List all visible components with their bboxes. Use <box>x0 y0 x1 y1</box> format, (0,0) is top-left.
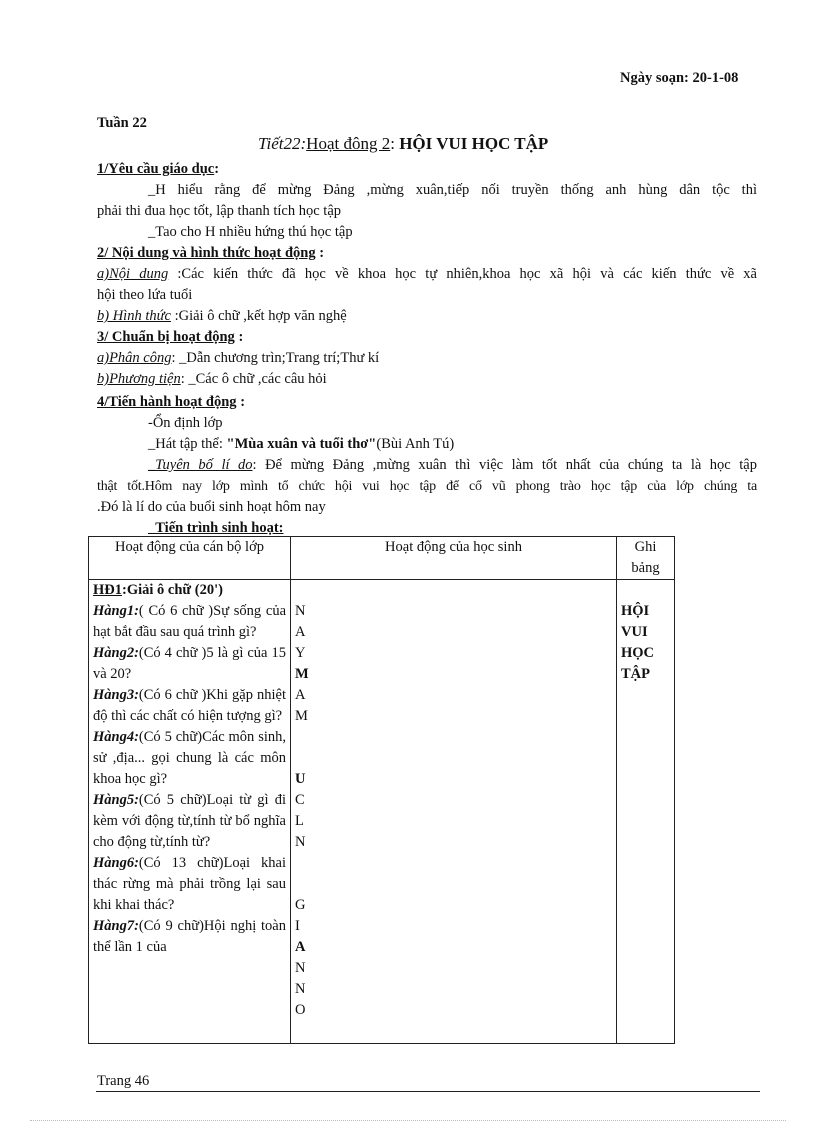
process-heading: _Tiến trình sinh hoạt: <box>148 520 284 536</box>
section3-assign: a)Phân công: _Dẫn chương trìn;Trang trí;Thư kí <box>97 350 380 366</box>
lesson-number: Tiết22: <box>258 134 307 153</box>
leader-activity-cell <box>89 580 291 1044</box>
question-item: Hàng3:(Có 6 chữ )Khi gặp nhiệt độ thì các chất có hiện tượng gì? <box>93 687 286 724</box>
section1-line3: _Tao cho H nhiều hứng thú học tập <box>148 224 353 240</box>
answer-letter: A <box>295 939 306 955</box>
table-row <box>89 580 675 1044</box>
question-item: Hàng4:(Có 5 chữ)Các môn sinh, sử ,địa... gọi chung là các môn khoa học gì? <box>93 729 286 787</box>
section2-form: b) Hình thức :Giải ô chữ ,kết hợp văn nghệ <box>97 308 347 324</box>
answer-letter: I <box>295 918 300 934</box>
activity-table <box>88 536 675 1044</box>
answer-letter <box>295 853 612 874</box>
footer-rule <box>96 1091 760 1092</box>
answer-letter: Y <box>295 645 306 661</box>
header-cell: Hoạt động của cán bộ lớp <box>89 537 291 580</box>
question-item: Hàng5:(Có 5 chữ)Loại từ gì đi kèm với động từ,tính từ bổ nghĩa cho động từ,tính từ? <box>93 792 286 850</box>
answer-letter: A <box>295 624 306 640</box>
reason-line3: .Đó là lí do của buổi sinh hoạt hôm nay <box>97 499 326 515</box>
student-activity-cell <box>291 580 617 1044</box>
header-cell: Ghi bảng <box>617 537 675 580</box>
question-item: Hàng1:( Có 6 chữ )Sự sống của hạt bắt đầu sau quá trình gì? <box>93 603 286 640</box>
answer-letter <box>295 727 612 748</box>
question-item: Hàng2:(Có 4 chữ )5 là gì của 15 và 20? <box>93 645 286 682</box>
section2-heading: 2/ Nội dung và hình thức hoạt động : <box>97 245 325 261</box>
answer-letter: M <box>295 708 308 724</box>
answer-letter: N <box>295 603 306 619</box>
assign-label: a)Phân công <box>97 350 172 366</box>
board-word: HỘI <box>621 603 650 619</box>
answer-letter <box>295 748 612 769</box>
header-cell: Hoạt động của học sinh <box>291 537 617 580</box>
section1-line1: _H hiểu rằng để mừng Đảng ,mừng xuân,tiếp nối truyền thống anh hùng dân tộc thì <box>148 182 757 198</box>
answer-letter: A <box>295 687 306 703</box>
reason-line2: thật tốt.Hôm nay lớp mình tổ chức hội vui học tập để cổ vũ phong trào học tập của lớp chúng ta <box>97 479 757 494</box>
board-word: VUI <box>621 624 648 640</box>
answer-letter: N <box>295 981 306 997</box>
song-title: "Mùa xuân và tuổi thơ" <box>226 436 377 452</box>
answer-letters <box>295 580 612 1021</box>
answer-letter: O <box>295 1002 306 1018</box>
answer-letter <box>295 874 612 895</box>
section3-heading: 3/ Chuẩn bị hoạt động : <box>97 329 244 345</box>
form-label: b) Hình thức <box>97 308 171 324</box>
answer-letter: M <box>295 666 309 682</box>
reason-label: _Tuyên bố lí do <box>148 457 253 473</box>
answer-letter: C <box>295 792 305 808</box>
means-label: b)Phương tiện <box>97 371 181 387</box>
group-song: _Hát tập thể: "Mùa xuân và tuổi thơ"(Bùi Anh Tú) <box>148 436 455 452</box>
stabilize-class: -Ổn định lớp <box>148 415 223 431</box>
section4-heading: 4/Tiến hành hoạt động : <box>97 394 246 410</box>
board-word: TẬP <box>621 666 650 682</box>
section2-content-line1: a)Nội dung :Các kiến thức đã học về khoa học tự nhiên,khoa học xã hội và các kiến thức về xã <box>97 266 757 282</box>
activity-name: Hoạt đông 2 <box>306 134 391 153</box>
board-cell <box>617 580 675 1044</box>
answer-letter: N <box>295 960 306 976</box>
page-number: Trang 46 <box>97 1073 150 1089</box>
week-label: Tuần 22 <box>97 115 147 131</box>
answer-letter: L <box>295 813 304 829</box>
page-title <box>258 134 548 154</box>
question-item: Hàng7:(Có 9 chữ)Hội nghị toàn thể lần 1 của <box>93 918 286 955</box>
hd1-heading: HĐ1:Giải ô chữ (20') <box>93 582 223 598</box>
question-item: Hàng6:(Có 13 chữ)Loại khai thác rừng mà phải trồng lại sau khi khai thác? <box>93 855 286 913</box>
page-edge <box>30 1120 786 1121</box>
board-word: HỌC <box>621 645 655 661</box>
answer-letter: N <box>295 834 306 850</box>
section3-means: b)Phương tiện: _Các ô chữ ,các câu hỏi <box>97 371 327 387</box>
section1-line2: phải thi đua học tốt, lập thanh tích học tập <box>97 203 342 219</box>
section1-heading: 1/Yêu cầu giáo dục: <box>97 161 220 177</box>
title-colon: : <box>390 134 400 153</box>
section2-content-line2: hội theo lứa tuổi <box>97 287 193 303</box>
date-label: Ngày soạn: 20-1-08 <box>620 70 739 86</box>
answer-letter: U <box>295 771 306 787</box>
answer-letter: G <box>295 897 306 913</box>
table-header-row <box>89 537 675 580</box>
reason-line1: _Tuyên bố lí do: Để mừng Đảng ,mừng xuân thì việc làm tốt nhất của chúng ta là học tập <box>148 457 757 473</box>
content-label: a)Nội dung <box>97 266 169 282</box>
activity-topic: HỘI VUI HỌC TẬP <box>399 134 549 153</box>
